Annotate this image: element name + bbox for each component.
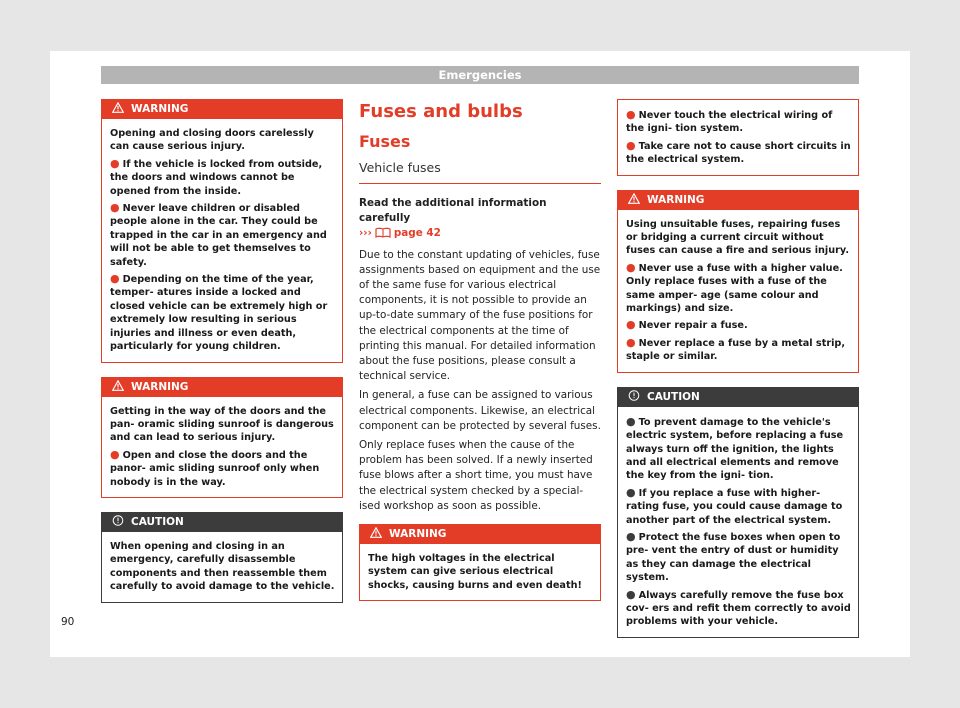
list-item: ● Never leave children or disabled people alone in the car. They could be trapped in the car in an emergency and will not be able to get themselves to safety. [110, 201, 327, 268]
bullet-icon: ● [626, 108, 636, 121]
warning-box-sunroof [101, 377, 343, 498]
section-header: Emergencies [101, 66, 859, 84]
list-item: ● Take care not to cause short circuits in the electrical system. [626, 138, 851, 166]
info-circle-icon [628, 390, 640, 401]
body-text [359, 196, 601, 514]
list-item: ● Always carefully remove the fuse box cov- ers and refit them correctly to avoid problems with your vehicle. [626, 587, 851, 628]
bullet-icon: ● [626, 318, 636, 332]
warning-triangle-icon [112, 380, 124, 391]
chapter-title: Fuses and bulbs [359, 101, 523, 122]
bullet-icon: ● [626, 414, 636, 428]
list-item: ● Never use a fuse with a higher value. Only replace fuses with a fuse of the same amper- age (same colour and markings) and size. [626, 260, 843, 315]
warning-box-fuses [617, 190, 859, 373]
warning-intro: Opening and closing doors carelessly can cause serious injury. [110, 128, 314, 153]
warning-title: WARNING [647, 193, 705, 206]
book-icon [375, 227, 391, 243]
page-reference-link[interactable]: ››› page 42 [359, 227, 441, 239]
bullet-icon: ● [626, 587, 636, 601]
caution-text: When opening and closing in an emergency, carefully disassemble components and then reassemble them carefully to avoid damage to the vehicle. [110, 540, 335, 593]
list-item: ● Depending on the time of the year, temper- atures inside a locked and closed vehicle can be extremely high or extremely low resulting in serious injuries and illness or even death, particularly for young children. [110, 272, 328, 353]
right-column [617, 99, 859, 652]
bullet-icon: ● [626, 138, 636, 152]
warning-intro: Getting in the way of the doors and the pan- oramic sliding sunroof is dangerous and can lead to serious injury. [110, 405, 334, 444]
info-circle-icon [112, 515, 124, 526]
left-column [101, 99, 343, 617]
warning-box-doors [101, 99, 343, 363]
middle-column [359, 99, 601, 615]
warning-box-voltage [359, 524, 601, 601]
subsection-title: Vehicle fuses [359, 160, 441, 175]
paragraph: In general, a fuse can be assigned to various electrical components. Likewise, an electrical component can be protected by several fuses. [359, 389, 601, 432]
bullet-icon: ● [110, 272, 120, 286]
bullet-icon: ● [110, 156, 120, 170]
list-item: ● Never repair a fuse. [626, 318, 748, 332]
bullet-icon: ● [626, 260, 636, 274]
warning-title: WARNING [389, 528, 447, 541]
warning-triangle-icon [628, 193, 640, 204]
warning-intro: Using unsuitable fuses, repairing fuses or bridging a current circuit without fuses can cause a fire and serious injury. [626, 218, 850, 257]
caution-box-fuses [617, 387, 859, 638]
warning-triangle-icon [112, 102, 124, 113]
list-item: ● If the vehicle is locked from outside, the doors and windows cannot be opened from the inside. [110, 156, 323, 197]
caution-box-emergency [101, 512, 343, 603]
list-item: ● Never touch the electrical wiring of the igni- tion system. [626, 108, 833, 135]
bullet-icon: ● [626, 485, 636, 499]
manual-page [50, 51, 910, 657]
bullet-icon: ● [626, 335, 636, 349]
list-item: ● Open and close the doors and the panor- amic sliding sunroof only when nobody is in the way. [110, 447, 320, 488]
warning-text: The high voltages in the electrical system can give serious electrical shocks, causing burns and even death! [368, 553, 582, 591]
lead-paragraph: Read the additional information carefully ››› page 42 [359, 196, 601, 244]
list-item: ● Protect the fuse boxes when open to pre- vent the entry of dust or humidity as they can damage the electrical system. [626, 529, 841, 584]
paragraph: Due to the constant updating of vehicles, fuse assignments based on equipment and the use of the same fuse for various electrical components, it is not possible to provide an up-to-date summary of the fuse positions for the electrical components at the time of printing this manual. For detailed information about the fuse positions, please consult a technical service. [359, 248, 601, 383]
warning-box-continued [617, 99, 859, 176]
caution-title: CAUTION [647, 390, 700, 403]
section-title: Fuses [359, 132, 411, 151]
list-item: ● Never replace a fuse by a metal strip, staple or similar. [626, 335, 846, 363]
paragraph: Only replace fuses when the cause of the problem has been solved. If a newly inserted fuse blows after a short time, you must have the electrical system checked by a special- ised workshop as soon as possible. [359, 439, 593, 512]
warning-title: WARNING [131, 380, 189, 393]
warning-triangle-icon [370, 527, 382, 538]
bullet-icon: ● [110, 447, 120, 461]
caution-title: CAUTION [131, 515, 184, 528]
heading-divider [359, 183, 601, 184]
bullet-icon: ● [626, 529, 636, 543]
warning-title: WARNING [131, 103, 189, 115]
list-item: ● To prevent damage to the vehicle's electric system, before replacing a fuse always turn off the ignition, the lights and all electrical elements and remove the key from the igni- tion. [626, 414, 844, 482]
bullet-icon: ● [110, 201, 120, 215]
list-item: ● If you replace a fuse with higher-rating fuse, you could cause damage to another part of the electrical system. [626, 485, 843, 526]
page-number: 90 [61, 616, 75, 628]
